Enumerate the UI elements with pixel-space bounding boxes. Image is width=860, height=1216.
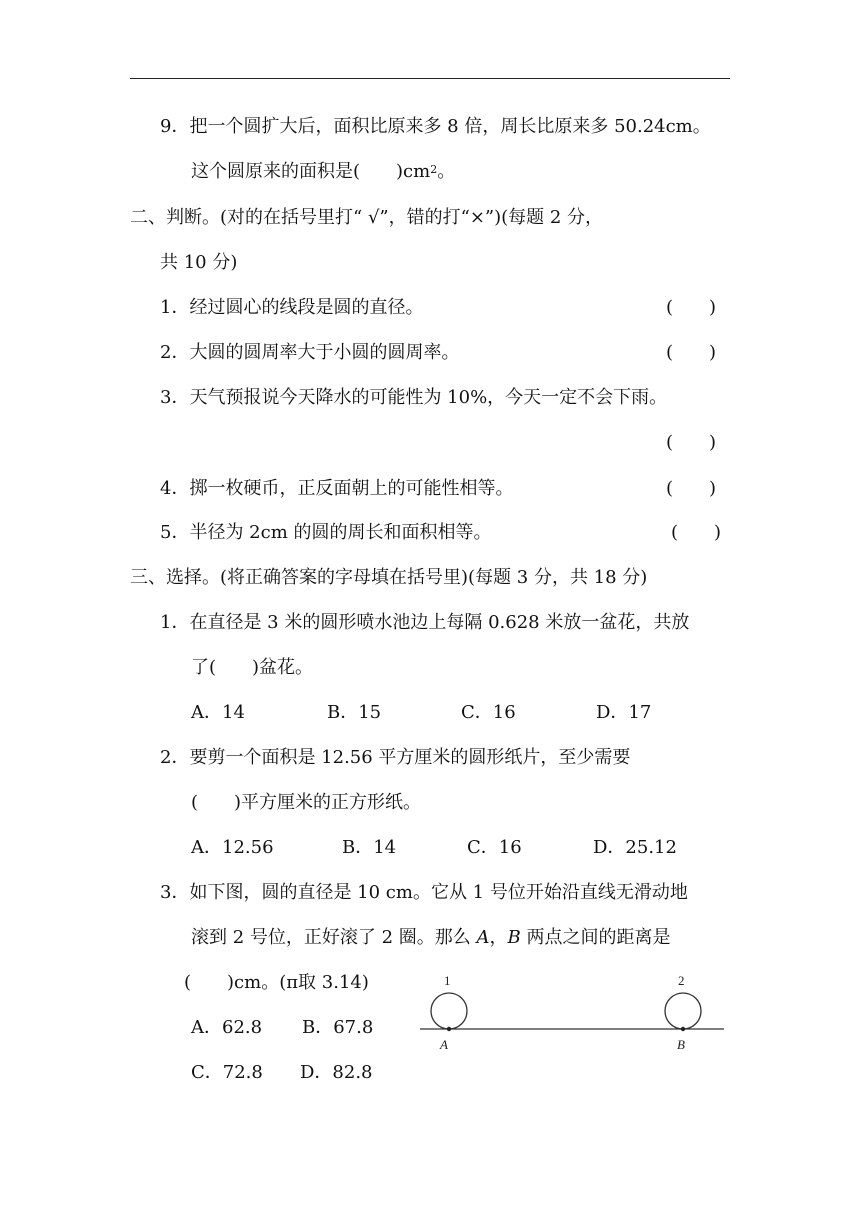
section3-heading: 三、选择。(将正确答案的字母填在括号里)(每题 3 分，共 18 分) <box>130 567 648 588</box>
q9-line2 <box>191 160 455 184</box>
section2-heading: 二、判断。(对的在括号里打“ √”，错的打“×”)(每题 2 分， <box>130 207 604 228</box>
choice-q1-option-a: A．14 <box>191 702 245 723</box>
judge-answer-blank-4: ( ) <box>666 478 717 499</box>
q9-line2-end: 。 <box>437 161 456 182</box>
judge-answer-blank-2: ( ) <box>666 342 717 363</box>
choice-q3-line2-text: 滚到 2 号位，正好滚了 2 圈。那么 <box>191 927 477 948</box>
choice-q3-comma: ， <box>489 927 508 948</box>
choice-q3-option-d: D．82.8 <box>300 1062 373 1083</box>
judge-item-3: 3．天气预报说今天降水的可能性为 10%，今天一定不会下雨。 <box>160 387 668 408</box>
choice-q3-option-b: B．67.8 <box>302 1017 374 1038</box>
top-rule <box>130 78 730 79</box>
section2-heading-cont: 共 10 分) <box>160 252 238 273</box>
point-a-ref: A <box>476 927 490 948</box>
judge-answer-blank-1: ( ) <box>666 297 717 318</box>
point-a-dot <box>447 1027 451 1031</box>
point-a-label: A <box>440 1037 448 1052</box>
choice-q3-option-c: C．72.8 <box>191 1062 263 1083</box>
point-b-dot <box>681 1027 685 1031</box>
q9-line1: 9．把一个圆扩大后，面积比原来多 8 倍，周长比原来多 50.24cm。 <box>160 116 711 137</box>
choice-q3-option-a: A．62.8 <box>191 1017 263 1038</box>
position-1-label: 1 <box>444 973 451 988</box>
choice-q1-option-b: B．15 <box>327 702 382 723</box>
point-b-ref: B <box>507 927 521 948</box>
choice-q2-line1: 2．要剪一个面积是 12.56 平方厘米的圆形纸片，至少需要 <box>160 747 631 768</box>
judge-item-2: 2．大圆的圆周率大于小圆的圆周率。 <box>160 342 460 363</box>
choice-q2-line2: ( )平方厘米的正方形纸。 <box>191 792 422 813</box>
choice-q3-line1: 3．如下图，圆的直径是 10 cm。它从 1 号位开始沿直线无滑动地 <box>160 882 688 903</box>
choice-q3-line3: ( )cm。(π取 3.14) <box>184 972 369 993</box>
choice-q2-option-a: A．12.56 <box>191 837 274 858</box>
choice-q3-line2-end: 两点之间的距离是 <box>520 927 671 948</box>
choice-q1-option-c: C．16 <box>461 702 516 723</box>
choice-q3-line2 <box>191 926 670 950</box>
choice-q2-option-b: B．14 <box>342 837 397 858</box>
point-b-label: B <box>677 1037 685 1052</box>
q9-superscript: 2 <box>430 163 438 176</box>
judge-item-1: 1．经过圆心的线段是圆的直径。 <box>160 297 424 318</box>
choice-q1-line1: 1．在直径是 3 米的圆形喷水池边上每隔 0.628 米放一盆花，共放 <box>160 612 690 633</box>
circle-position-1 <box>431 993 467 1029</box>
circle-position-2 <box>665 993 701 1029</box>
rolling-circle-figure <box>418 972 728 1056</box>
q9-line2-text: 这个圆原来的面积是( )cm <box>191 161 431 182</box>
position-2-label: 2 <box>678 973 685 988</box>
judge-answer-blank-3: ( ) <box>666 432 717 453</box>
choice-q1-option-d: D．17 <box>596 702 652 723</box>
choice-q1-line2: 了( )盆花。 <box>191 657 314 678</box>
judge-item-4: 4．掷一枚硬币，正反面朝上的可能性相等。 <box>160 478 514 499</box>
choice-q2-option-d: D．25.12 <box>593 837 677 858</box>
choice-q2-option-c: C．16 <box>467 837 522 858</box>
judge-answer-blank-5: ( ) <box>671 522 722 543</box>
judge-item-5: 5．半径为 2cm 的圆的周长和面积相等。 <box>160 522 492 543</box>
